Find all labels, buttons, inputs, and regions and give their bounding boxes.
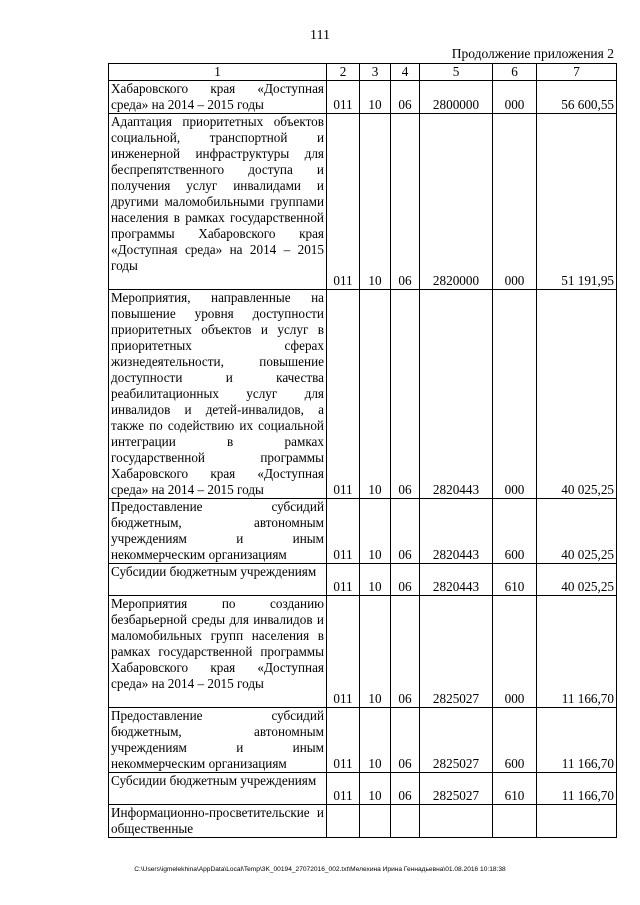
cell-admin-code: 011	[327, 564, 360, 596]
cell-section: 10	[360, 596, 391, 708]
cell-target-article	[420, 805, 493, 838]
cell-expense-type: 600	[493, 708, 537, 773]
cell-admin-code: 011	[327, 773, 360, 805]
row-name: Предоставление субсидий бюджетным, автономным учреждениям и иным некоммерческим организациям	[109, 499, 327, 564]
cell-section: 10	[360, 114, 391, 290]
continuation-label: Продолжение приложения 2	[451, 46, 614, 61]
table-row	[109, 805, 617, 838]
row-name: Субсидии бюджетным учреждениям	[109, 773, 327, 805]
table-row	[109, 773, 617, 805]
cell-amount: 56 600,55	[537, 81, 617, 114]
cell-subsection: 06	[391, 81, 420, 114]
column-header: 6	[493, 64, 537, 81]
cell-admin-code	[327, 805, 360, 838]
cell-amount	[537, 805, 617, 838]
cell-expense-type: 000	[493, 114, 537, 290]
row-name: Хабаровского края «Доступная среда» на 2014 – 2015 годы	[109, 81, 327, 114]
row-name: Предоставление субсидий бюджетным, автономным учреждениям и иным некоммерческим организациям	[109, 708, 327, 773]
cell-admin-code: 011	[327, 596, 360, 708]
cell-admin-code: 011	[327, 290, 360, 499]
row-name: Субсидии бюджетным учреждениям	[109, 564, 327, 596]
cell-subsection: 06	[391, 596, 420, 708]
row-name: Адаптация приоритетных объектов социальной, транспортной и инженерной инфраструктуры для беспрепятственного доступа и получения услуг инвалидами и другими маломобильными группами населения в рамках государственной программы Хабаровского края «Доступная среда» на 2014 – 2015 годы	[109, 114, 327, 290]
cell-subsection: 06	[391, 708, 420, 773]
cell-amount: 40 025,25	[537, 564, 617, 596]
cell-subsection: 06	[391, 499, 420, 564]
cell-section: 10	[360, 290, 391, 499]
cell-expense-type: 000	[493, 290, 537, 499]
cell-target-article: 2825027	[420, 596, 493, 708]
table-row	[109, 81, 617, 114]
column-header: 2	[327, 64, 360, 81]
cell-target-article: 2825027	[420, 773, 493, 805]
page-number: 111	[310, 28, 330, 43]
table-row	[109, 290, 617, 499]
cell-section: 10	[360, 564, 391, 596]
cell-section: 10	[360, 499, 391, 564]
cell-section	[360, 805, 391, 838]
cell-amount: 40 025,25	[537, 290, 617, 499]
cell-expense-type	[493, 805, 537, 838]
cell-admin-code: 011	[327, 499, 360, 564]
column-header: 5	[420, 64, 493, 81]
cell-amount: 11 166,70	[537, 596, 617, 708]
row-name: Мероприятия, направленные на повышение уровня доступности приоритетных объектов и услуг в приоритетных сферах жизнедеятельности, повышение доступности и качества реабилитационных услуг для инвалидов и детей-инвалидов, а также по содействию их социальной интеграции в рамках государственной программы Хабаровского края «Доступная среда» на 2014 – 2015 годы	[109, 290, 327, 499]
column-header: 7	[537, 64, 617, 81]
cell-expense-type: 600	[493, 499, 537, 564]
cell-expense-type: 000	[493, 81, 537, 114]
table-row	[109, 114, 617, 290]
budget-table	[108, 63, 617, 838]
cell-expense-type: 610	[493, 773, 537, 805]
cell-admin-code: 011	[327, 708, 360, 773]
cell-expense-type: 000	[493, 596, 537, 708]
row-name: Мероприятия по созданию безбарьерной среды для инвалидов и маломобильных групп населения в рамках государственной программы Хабаровского края «Доступная среда» на 2014 – 2015 годы	[109, 596, 327, 708]
column-header: 4	[391, 64, 420, 81]
table-row	[109, 499, 617, 564]
cell-target-article: 2820443	[420, 564, 493, 596]
cell-admin-code: 011	[327, 81, 360, 114]
cell-target-article: 2820000	[420, 114, 493, 290]
cell-target-article: 2800000	[420, 81, 493, 114]
row-name: Информационно-просветительские и общественные	[109, 805, 327, 838]
file-path-footer: C:\Users\igmelekhina\AppData\Local\Temp\3K_00194_27072016_002.txt\Мелехина Ирина Геннадьевна\01.08.2016 10:18:38	[134, 866, 506, 873]
cell-admin-code: 011	[327, 114, 360, 290]
cell-target-article: 2820443	[420, 499, 493, 564]
table-row	[109, 564, 617, 596]
cell-subsection: 06	[391, 114, 420, 290]
cell-amount: 11 166,70	[537, 773, 617, 805]
table-row	[109, 596, 617, 708]
cell-expense-type: 610	[493, 564, 537, 596]
cell-subsection: 06	[391, 564, 420, 596]
column-header: 3	[360, 64, 391, 81]
cell-subsection	[391, 805, 420, 838]
cell-subsection: 06	[391, 290, 420, 499]
cell-subsection: 06	[391, 773, 420, 805]
cell-target-article: 2820443	[420, 290, 493, 499]
cell-section: 10	[360, 708, 391, 773]
cell-target-article: 2825027	[420, 708, 493, 773]
cell-section: 10	[360, 81, 391, 114]
cell-section: 10	[360, 773, 391, 805]
cell-amount: 11 166,70	[537, 708, 617, 773]
table-header-row	[109, 64, 617, 81]
table-row	[109, 708, 617, 773]
cell-amount: 51 191,95	[537, 114, 617, 290]
column-header: 1	[109, 64, 327, 81]
cell-amount: 40 025,25	[537, 499, 617, 564]
